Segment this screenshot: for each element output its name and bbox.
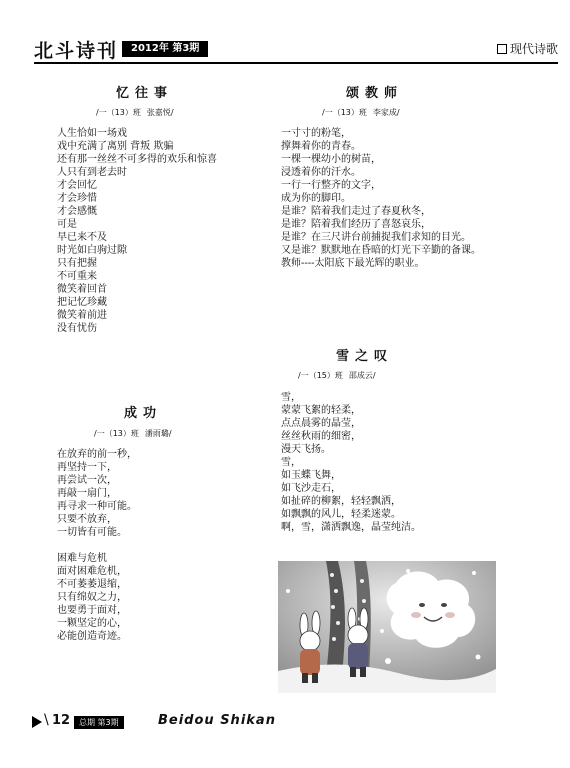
poem-line: 如飞沙走石， bbox=[281, 483, 341, 494]
poem-line: 一颗坚定的心， bbox=[57, 618, 127, 629]
poem-line: 漫天飞扬。 bbox=[281, 444, 331, 455]
issue-label: 2012年 第3期 bbox=[122, 41, 208, 57]
poem-byline bbox=[96, 107, 174, 118]
poem-lines bbox=[281, 127, 481, 270]
poem-byline bbox=[94, 428, 172, 439]
footer-issue-tag: 总期 第3期 bbox=[74, 716, 124, 729]
snow-illustration bbox=[278, 561, 496, 693]
author-name: 潘雨璐/ bbox=[144, 429, 172, 438]
poem-line: 一行一行整齐的文字， bbox=[281, 180, 381, 191]
poem-lines bbox=[281, 391, 421, 534]
poem-title: 雪之叹 bbox=[336, 349, 394, 364]
poem-line: 把记忆珍藏 bbox=[57, 297, 107, 308]
poem-line: 一寸寸的粉笔， bbox=[281, 128, 351, 139]
poem-line: 困难与危机 bbox=[57, 553, 107, 564]
poem-line: 微笑着前进 bbox=[57, 310, 107, 321]
poem-line: 如玉蝶飞舞， bbox=[281, 470, 341, 481]
poem-line: 早已来不及 bbox=[57, 232, 107, 243]
slash-divider: \ bbox=[44, 712, 49, 728]
poem-line: 再坚持一下， bbox=[57, 462, 117, 473]
poem-title: 颂教师 bbox=[346, 86, 404, 101]
poem-line: 是谁？在三尺讲台前捕捉我们求知的目光。 bbox=[281, 232, 471, 243]
section-name: 现代诗歌 bbox=[509, 42, 558, 56]
poem-line: 再寻求一种可能。 bbox=[57, 501, 137, 512]
poem-byline bbox=[322, 107, 400, 118]
poem-line: 浸透着你的汗水。 bbox=[281, 167, 361, 178]
poem-lines bbox=[57, 448, 137, 643]
header-rule bbox=[34, 62, 558, 64]
poem-line: 还有那一丝丝不可多得的欢乐和惊喜 bbox=[57, 154, 217, 165]
poem-line: 如飘飘的风儿，轻柔迷蒙。 bbox=[281, 509, 401, 520]
class-info: /一（13）班 bbox=[96, 108, 141, 117]
poem-lines bbox=[57, 127, 217, 335]
poem-line: 只要不放弃， bbox=[57, 514, 117, 525]
magazine-name: 北斗诗刊 bbox=[34, 40, 119, 62]
poem-byline bbox=[298, 370, 376, 381]
poem-line: 不可重来 bbox=[57, 271, 97, 282]
class-info: /一（13）班 bbox=[94, 429, 139, 438]
poem-line: 再敲一扇门， bbox=[57, 488, 117, 499]
poem-line: 才会回忆 bbox=[57, 180, 97, 191]
footer-brand: Beidou Shikan bbox=[158, 713, 276, 728]
poem-line: 雪， bbox=[281, 457, 301, 468]
poem-line: 啊，雪，潇洒飘逸，晶莹纯洁。 bbox=[281, 522, 421, 533]
poem-line: 面对困难危机， bbox=[57, 566, 127, 577]
checkbox-square-icon bbox=[497, 44, 507, 54]
poem-line: 才会珍惜 bbox=[57, 193, 97, 204]
poem-line: 蒙蒙飞絮的轻柔， bbox=[281, 405, 361, 416]
poem-line: 人生恰如一场戏 bbox=[57, 128, 127, 139]
poem-title: 成功 bbox=[124, 406, 163, 421]
poem-line: 戏中充满了离别 背叛 欺骗 bbox=[57, 141, 174, 152]
class-info: /一（13）班 bbox=[322, 108, 367, 117]
poem-line: 又是谁？默默地在昏暗的灯光下辛勤的备课。 bbox=[281, 245, 481, 256]
poem-line: 在放弃的前一秒， bbox=[57, 449, 137, 460]
poem-line: 人只有到老去时 bbox=[57, 167, 127, 178]
snow-scene-image bbox=[278, 561, 496, 693]
poem-line: 再尝试一次， bbox=[57, 475, 117, 486]
author-name: 李家成/ bbox=[372, 108, 400, 117]
poem-line: 点点晨雾的晶莹， bbox=[281, 418, 361, 429]
poem-line: 不可萎萎退缩， bbox=[57, 579, 127, 590]
poem-line: 成为你的脚印。 bbox=[281, 193, 351, 204]
poem-line bbox=[57, 539, 137, 552]
page-footer bbox=[32, 712, 332, 732]
poem-title: 忆往事 bbox=[116, 86, 174, 101]
poem-line: 可是 bbox=[57, 219, 77, 230]
page-number: 12 bbox=[52, 713, 71, 728]
poem-line: 教师----太阳底下最光辉的职业。 bbox=[281, 258, 425, 269]
poem-line: 只有把握 bbox=[57, 258, 97, 269]
author-name: 张嘉悦/ bbox=[146, 108, 174, 117]
poem-line: 一切皆有可能。 bbox=[57, 527, 127, 538]
poem-line: 是谁？陪着我们走过了春夏秋冬， bbox=[281, 206, 431, 217]
poem-line: 时光如白驹过隙 bbox=[57, 245, 127, 256]
author-name: 邵成云/ bbox=[348, 371, 376, 380]
arrow-right-icon bbox=[32, 716, 42, 728]
poem-line: 才会感慨 bbox=[57, 206, 97, 217]
poem-line: 一棵一棵幼小的树苗， bbox=[281, 154, 381, 165]
poem-line: 必能创造奇迹。 bbox=[57, 631, 127, 642]
poem-line: 微笑着回首 bbox=[57, 284, 107, 295]
poem-line: 撑舞着你的青春。 bbox=[281, 141, 361, 152]
poem-line: 雪， bbox=[281, 392, 301, 403]
poem-line: 如扯碎的柳絮，轻轻飘洒， bbox=[281, 496, 401, 507]
poem-line: 是谁？陪着我们经历了喜怒哀乐， bbox=[281, 219, 431, 230]
poem-line: 只有绵奴之力， bbox=[57, 592, 127, 603]
poem-line: 也要勇于面对， bbox=[57, 605, 127, 616]
poem-line: 丝丝秋雨的细密， bbox=[281, 431, 361, 442]
page-header bbox=[34, 36, 558, 62]
poem-line: 没有忧伤 bbox=[57, 323, 97, 334]
class-info: /一（15）班 bbox=[298, 371, 343, 380]
section-label bbox=[497, 40, 558, 57]
